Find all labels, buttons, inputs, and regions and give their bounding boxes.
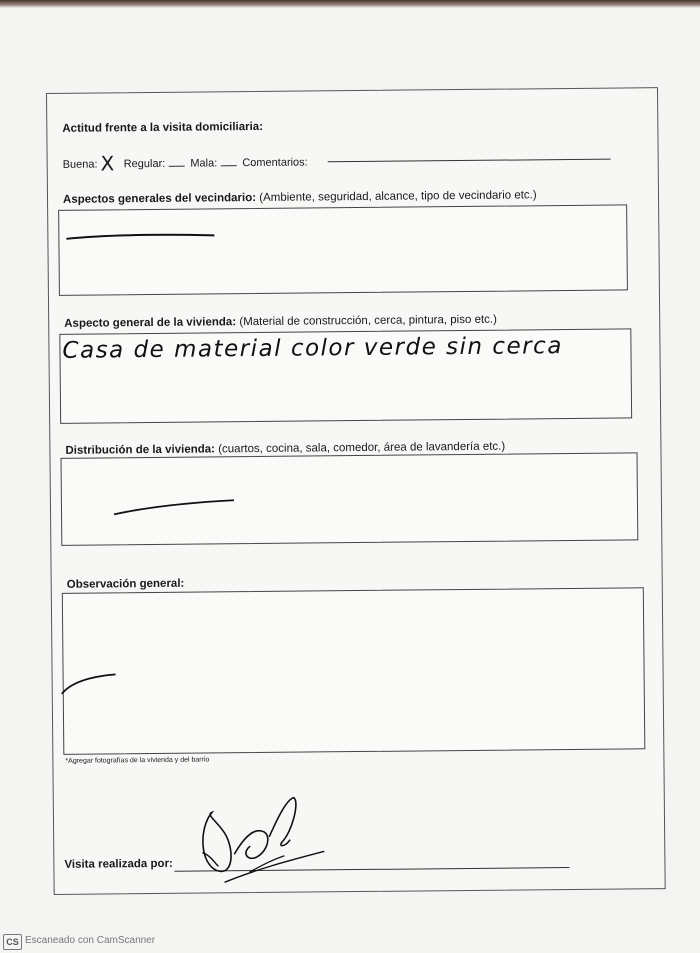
observation-dash-mark <box>60 671 120 697</box>
comments-line[interactable] <box>328 159 611 163</box>
neighborhood-title: Aspectos generales del vecindario: <box>62 191 257 206</box>
housing-hint: (Material de construcción, cerca, pintura, piso etc.) <box>239 313 497 329</box>
option-good-mark: X <box>100 151 115 176</box>
distribution-hint: (cuartos, cocina, sala, comedor, área de lavandería etc.) <box>218 440 506 456</box>
attitude-title: Actitud frente a la visita domiciliaria: <box>62 120 264 135</box>
neighborhood-heading <box>63 189 537 206</box>
neighborhood-dash-mark <box>64 229 224 243</box>
camscanner-logo: CS <box>3 934 22 950</box>
photo-note: *Agregar fotografías de la vivienda y del barrio <box>65 756 210 765</box>
handwritten-signature <box>194 791 335 892</box>
observation-title: Observación general: <box>66 577 185 591</box>
housing-handwritten-answer: Casa de material color verde sin cerca <box>62 333 563 364</box>
camscanner-watermark: Escaneado con CamScanner <box>25 935 156 946</box>
option-regular-label: Regular: <box>123 157 166 171</box>
form-sheet <box>46 87 666 895</box>
housing-title: Aspecto general de la vivienda: <box>64 316 237 330</box>
option-good-label: Buena: <box>62 158 98 171</box>
neighborhood-hint: (Ambiente, seguridad, alcance, tipo de vecindario etc.) <box>259 189 537 204</box>
option-regular-blank[interactable] <box>168 165 184 167</box>
distribution-title: Distribución de la vivienda: <box>65 443 216 457</box>
neighborhood-answer-box[interactable] <box>58 204 628 295</box>
distribution-dash-mark <box>112 497 242 518</box>
comments-label: Comentarios: <box>242 156 308 170</box>
distribution-answer-box[interactable] <box>61 452 639 546</box>
visit-label: Visita realizada por: <box>64 857 173 871</box>
option-bad-label: Mala: <box>190 157 218 170</box>
observation-answer-box[interactable] <box>62 587 646 755</box>
option-bad-blank[interactable] <box>220 164 236 166</box>
housing-heading <box>64 314 497 330</box>
housing-answer-box[interactable] <box>59 328 632 423</box>
page-top-edge <box>0 0 700 8</box>
attitude-options-row <box>63 149 308 175</box>
